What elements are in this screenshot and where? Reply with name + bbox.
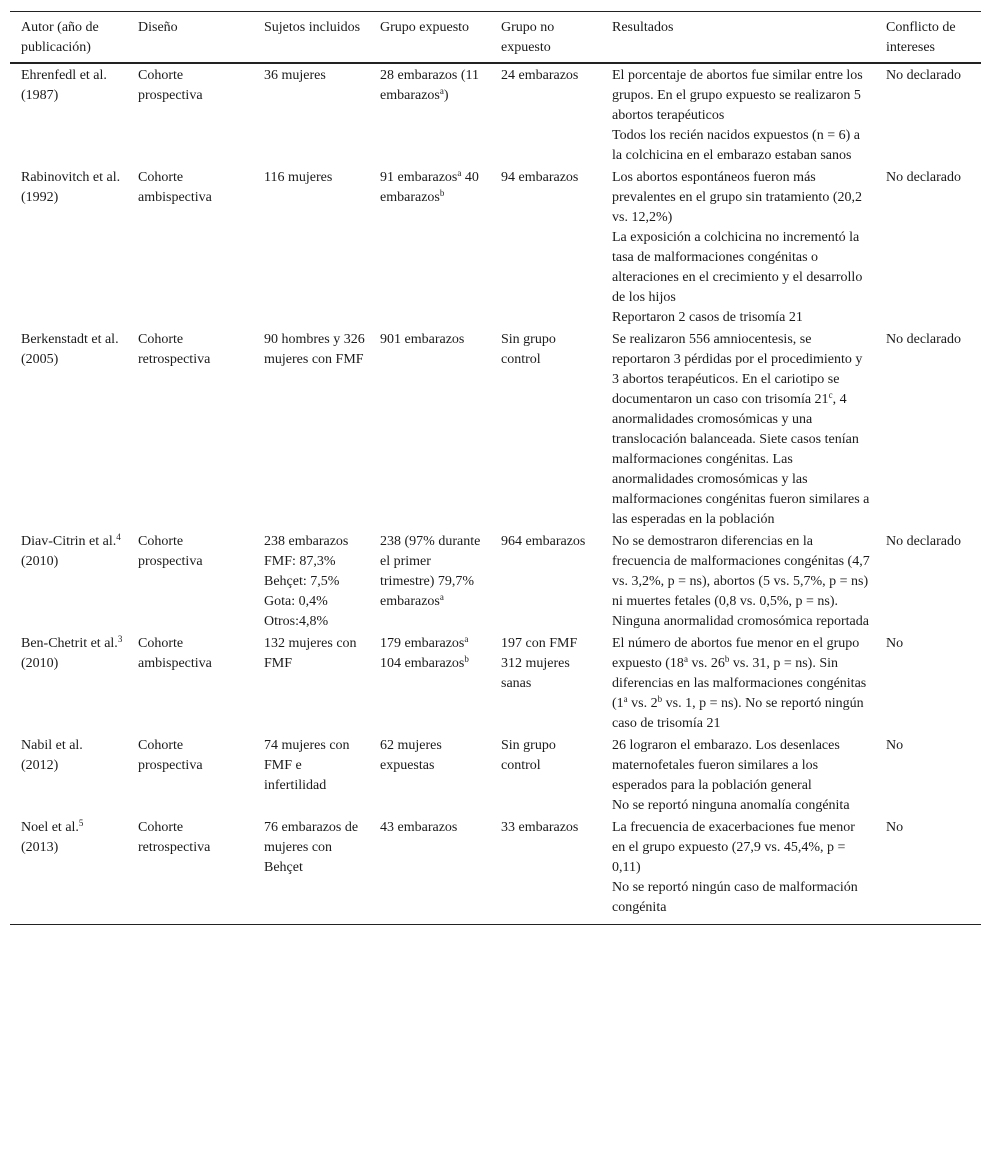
table-header (10, 12, 981, 64)
cell-expuesto (369, 530, 490, 632)
cell-diseno: Cohorte retrospectiva (127, 816, 253, 925)
cell-conflicto: No (875, 816, 981, 925)
footnote-marker: a (439, 592, 444, 602)
header-row (10, 12, 981, 64)
cell-sujetos (253, 530, 369, 632)
cell-sujetos (253, 166, 369, 328)
footnote-marker: a (623, 694, 628, 704)
header-autor: Autor (año de publicación) (10, 12, 127, 64)
text-run: ) (443, 88, 449, 103)
cell-resultados (601, 530, 875, 632)
footnote-marker: a (683, 654, 688, 664)
cell-resultados (601, 632, 875, 734)
cell-resultados (601, 166, 875, 328)
footnote-marker: a (464, 634, 469, 644)
text-run: Reportaron 2 casos de trisomía 21 (612, 310, 803, 325)
cell-conflicto: No declarado (886, 170, 962, 185)
cell-expuesto (369, 166, 490, 328)
header-sujetos: Sujetos incluidos (253, 12, 369, 64)
footnote-marker: 3 (117, 634, 123, 644)
text-run: 62 mujeres expuestas (380, 738, 442, 773)
text-run: 24 embarazos (501, 68, 579, 83)
cell-diseno: Cohorte prospectiva (138, 68, 203, 103)
table-row (10, 63, 981, 166)
text-run: vs. 26 (687, 656, 725, 671)
text-run: Berkenstadt et al. (2005) (21, 332, 119, 367)
cell-diseno: Cohorte ambispectiva (138, 170, 212, 205)
footnote-marker: a (439, 86, 444, 96)
cell-conflicto: No declarado (886, 534, 962, 549)
footnote-marker: 4 (116, 532, 121, 542)
text-run: Rabinovitch et al. (1992) (21, 170, 121, 205)
table-row (10, 166, 981, 328)
text-run: 132 mujeres con FMF (264, 636, 357, 671)
header-expuesto: Grupo expuesto (369, 12, 490, 64)
text-run: Sin grupo control (501, 738, 556, 773)
result-paragraph (612, 308, 871, 328)
cell-diseno: Cohorte retrospectiva (138, 332, 211, 367)
cell-conflicto: No declarado (886, 68, 962, 83)
cell-sujetos (253, 816, 369, 925)
cell-expuesto (369, 816, 490, 925)
cell-sujetos (253, 328, 369, 530)
cell-diseno: Cohorte prospectiva (138, 738, 203, 773)
text-run: vs. 2 (627, 696, 658, 711)
text-run: Ehrenfedl et al. (1987) (21, 68, 107, 103)
text-run: vs. 31, p = ns). Sin diferencias en las malformaciones congénitas (1 (612, 656, 867, 711)
cell-autor (10, 328, 127, 530)
text-run: 901 embarazos (380, 332, 465, 347)
text-run: 964 embarazos (501, 534, 586, 549)
table-row (10, 632, 981, 734)
cell-resultados (601, 816, 875, 925)
text-run: Los abortos espontáneos fueron más prevalentes en el grupo sin tratamiento (20,2 vs. 12,2%) (612, 170, 862, 225)
footnote-marker: b (439, 188, 445, 198)
cell-conflicto: No (886, 636, 904, 651)
header-no-expuesto: Grupo no expuesto (490, 12, 601, 64)
text-run: 116 mujeres (264, 170, 333, 185)
cell-resultados (601, 63, 875, 166)
result-paragraph (612, 168, 871, 228)
cell-autor (10, 63, 127, 166)
text-run: 197 con FMF 312 mujeres sanas (501, 636, 578, 691)
result-paragraph (612, 228, 871, 308)
cell-resultados (601, 328, 875, 530)
header-conflicto: Conflicto de intereses (875, 12, 981, 64)
cell-no-expuesto (490, 632, 601, 734)
text-run: 238 embarazos FMF: 87,3% Behçet: 7,5% Gota: 0,4% Otros:4,8% (264, 534, 349, 629)
cell-resultados (601, 734, 875, 816)
cell-sujetos (253, 63, 369, 166)
result-paragraph (612, 818, 871, 878)
text-run: No se reportó ningún caso de malformación congénita (612, 880, 858, 915)
cell-no-expuesto (490, 166, 601, 328)
cell-conflicto: No declarado (886, 332, 962, 347)
footnote-marker: b (464, 654, 469, 664)
text-run: 91 embarazos (380, 170, 458, 185)
text-run: vs. 1, p = ns). No se reportó ningún caso de trisomía 21 (612, 696, 864, 731)
text-run: El número de abortos fue menor en el grupo expuesto (18 (612, 636, 860, 671)
text-run: Diav-Citrin et al. (21, 534, 117, 549)
table-row (10, 816, 981, 925)
text-run: (2013) (21, 840, 59, 855)
cell-autor (10, 734, 127, 816)
text-run: Ben-Chetrit et al. (21, 636, 118, 651)
result-paragraph (612, 736, 871, 796)
table-row (10, 530, 981, 632)
text-run: 90 hombres y 326 mujeres con FMF (264, 332, 365, 367)
text-run: 43 embarazos (380, 820, 458, 835)
text-run: Se realizaron 556 amniocentesis, se reportaron 3 pérdidas por el procedimiento y 3 abortos terapéuticos. En el cariotipo se documentaron un caso con trisomía 21 (612, 332, 863, 407)
footnote-marker: b (657, 694, 663, 704)
table-row (10, 734, 981, 816)
cell-autor (10, 632, 127, 734)
text-run: 94 embarazos (501, 170, 579, 185)
result-paragraph (612, 532, 871, 612)
cell-autor (10, 166, 127, 328)
footnote-marker: c (828, 390, 833, 400)
cell-conflicto: No (886, 738, 904, 753)
header-diseno: Diseño (127, 12, 253, 64)
result-paragraph (612, 612, 871, 632)
text-run: , 4 anormalidades cromosómicas y una translocación balanceada. Siete casos tenían malformaciones congénitas. Las anormalidades cromosómicas y las malformaciones congénitas fueron similares a las esperadas en la población (612, 392, 870, 527)
cell-expuesto (369, 328, 490, 530)
text-run: (2010) (21, 554, 59, 569)
cell-autor (10, 816, 127, 925)
cell-diseno: Cohorte prospectiva (138, 534, 203, 569)
text-run: Nabil et al. (2012) (21, 738, 83, 773)
text-run: 74 mujeres con FMF e infertilidad (264, 738, 350, 793)
text-run: 238 (97% durante el primer trimestre) 79,7% embarazos (380, 534, 481, 609)
text-run: Sin grupo control (501, 332, 556, 367)
text-run: 26 lograron el embarazo. Los desenlaces maternofetales fueron similares a los esperados para la población general (612, 738, 840, 793)
text-run: 36 mujeres (264, 68, 326, 83)
cell-no-expuesto (490, 816, 601, 925)
result-paragraph (612, 878, 871, 918)
text-run: Ninguna anormalidad cromosómica reportada (612, 614, 869, 629)
cell-sujetos (253, 632, 369, 734)
result-paragraph (612, 126, 871, 166)
table-row (10, 328, 981, 530)
result-paragraph (612, 66, 871, 126)
cell-no-expuesto (490, 734, 601, 816)
text-run: La exposición a colchicina no incrementó la tasa de malformaciones congénitas o alteraciones en el crecimiento y el desarrollo de los hijos (612, 230, 863, 305)
cell-no-expuesto (490, 328, 601, 530)
studies-table (10, 11, 981, 925)
text-run: El porcentaje de abortos fue similar entre los grupos. En el grupo expuesto se realizaron 5 abortos terapéuticos (612, 68, 863, 123)
cell-diseno: Cohorte ambispectiva (138, 636, 212, 671)
header-resultados: Resultados (601, 12, 875, 64)
text-run: La frecuencia de exacerbaciones fue menor en el grupo expuesto (27,9 vs. 45,4%, p = 0,11) (612, 820, 855, 875)
cell-expuesto (369, 734, 490, 816)
text-run: 104 embarazos (380, 656, 465, 671)
cell-no-expuesto (490, 63, 601, 166)
text-run: 76 embarazos de mujeres con Behçet (264, 820, 359, 875)
studies-table-container (10, 11, 981, 925)
footnote-marker: a (457, 168, 462, 178)
text-run: 28 embarazos (11 embarazos (380, 68, 479, 103)
cell-no-expuesto (490, 530, 601, 632)
text-run: 179 embarazos (380, 636, 465, 651)
text-run: Noel et al. (21, 820, 79, 835)
footnote-marker: 5 (78, 818, 84, 828)
result-paragraph (612, 634, 871, 734)
text-run: No se demostraron diferencias en la frecuencia de malformaciones congénitas (4,7 vs. 3,2%, p = ns), abortos (5 vs. 5,7%, p = ns) ni muertes fetales (0,8 vs. 0,5%, p = ns). (612, 534, 870, 609)
table-body (10, 63, 981, 925)
cell-sujetos (253, 734, 369, 816)
result-paragraph (612, 796, 871, 816)
footnote-marker: b (724, 654, 730, 664)
text-run: No se reportó ninguna anomalía congénita (612, 798, 850, 813)
text-run: Todos los recién nacidos expuestos (n = 6) a la colchicina en el embarazo estaban sanos (612, 128, 860, 163)
text-run: 33 embarazos (501, 820, 579, 835)
text-run: 40 embarazos (380, 170, 479, 205)
text-run: (2010) (21, 656, 59, 671)
cell-expuesto (369, 632, 490, 734)
cell-expuesto (369, 63, 490, 166)
cell-autor (10, 530, 127, 632)
result-paragraph (612, 330, 871, 530)
